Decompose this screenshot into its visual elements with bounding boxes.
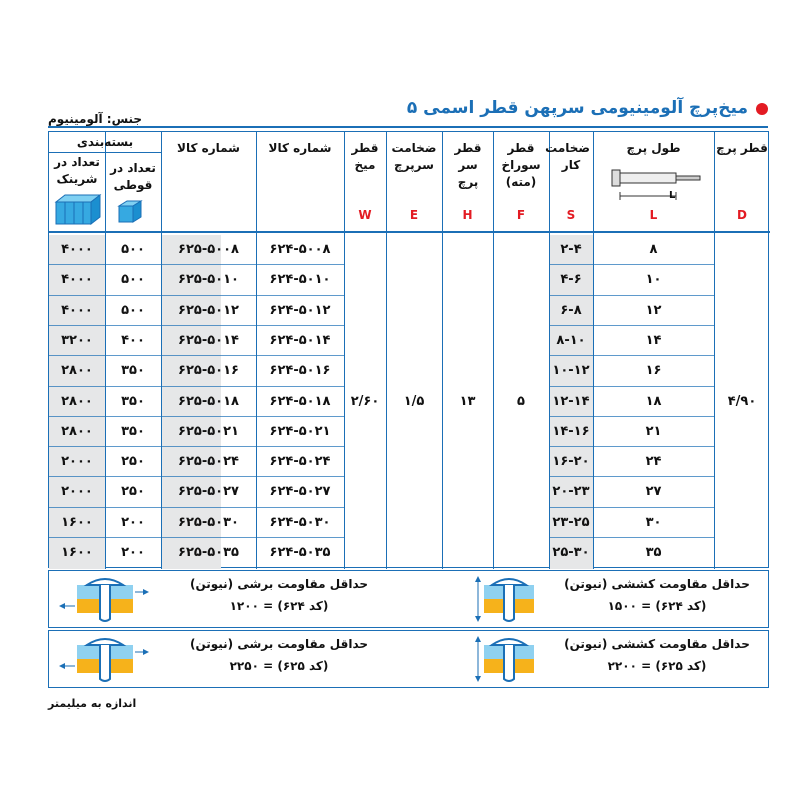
cell-box-qty: ۲۵۰ (121, 484, 145, 500)
cell-l: ۲۷ (645, 484, 662, 500)
col-divider (442, 132, 443, 569)
cell-code-624: ۶۲۴-۵۰۲۷ (269, 484, 331, 500)
header-w: قطر میخ (351, 141, 379, 172)
row-divider (49, 416, 161, 417)
title-row (48, 98, 768, 120)
l-marker: L (669, 190, 676, 201)
cell-shrink-qty: ۱۶۰۰ (61, 545, 93, 560)
row-divider (549, 476, 593, 477)
material-label: جنس: آلومینیوم (48, 112, 143, 126)
header-f: قطر سوراخ (مته) (501, 141, 541, 189)
row-divider (549, 386, 593, 387)
cell-shrink-qty: ۴۰۰۰ (61, 302, 93, 318)
col-divider (344, 132, 345, 569)
row-divider (593, 355, 714, 356)
row-divider (49, 476, 161, 477)
header-code-625: شماره کالا (177, 141, 240, 155)
cell-l: ۱۶ (645, 363, 662, 379)
row-divider (549, 507, 593, 508)
cell-box-qty: ۵۰۰ (121, 242, 145, 257)
row-divider (593, 416, 714, 417)
cell-code-624: ۶۲۴-۵۰۱۴ (269, 332, 331, 348)
row-divider (49, 386, 161, 387)
cell-box-qty: ۲۰۰ (121, 514, 145, 530)
cell-code-624: ۶۲۴-۵۰۳۰ (269, 514, 331, 530)
col-divider (493, 132, 494, 569)
row-divider (161, 507, 344, 508)
letter-l: L (649, 208, 658, 222)
header-packaging: بسته‌بندی (76, 135, 134, 149)
cell-box-qty: ۵۰۰ (121, 272, 145, 288)
box-icon (115, 198, 145, 224)
cell-shrink-qty: ۴۰۰۰ (61, 272, 93, 288)
row-divider (161, 537, 344, 538)
cell-box-qty: ۳۵۰ (121, 393, 145, 409)
cell-code-624: ۶۲۴-۵۰۲۴ (269, 454, 331, 470)
row-divider (549, 264, 593, 265)
cell-box-qty: ۳۵۰ (121, 423, 145, 439)
cell-l: ۲۴ (645, 454, 662, 470)
cell-code-625: ۶۲۵-۵۰۱۴ (178, 332, 239, 348)
cell-code-624: ۶۲۴-۵۰۰۸ (269, 242, 331, 257)
cell-code-625: ۶۲۵-۵۰۲۷ (178, 484, 239, 500)
col-divider (386, 132, 387, 569)
tensile-label: حداقل مقاومت کششی (نیوتن) (564, 637, 750, 651)
cell-code-625: ۶۲۵-۵۰۱۲ (178, 302, 239, 318)
row-divider (161, 325, 344, 326)
shear-value-625: (کد ۶۲۵) = ۲۲۵۰ (229, 659, 329, 673)
row-divider (593, 476, 714, 477)
shear-label: حداقل مقاومت برشی (نیوتن) (189, 577, 369, 591)
cell-shrink-qty: ۲۸۰۰ (61, 393, 93, 409)
row-divider (161, 446, 344, 447)
row-divider (161, 386, 344, 387)
cell-l: ۱۴ (645, 332, 662, 348)
cell-l: ۸ (649, 242, 658, 257)
page-title: میخ‌پرچ آلومینیومی سرپهن قطر اسمی ۵ (406, 98, 748, 118)
cell-s: ۲۳-۲۵ (552, 514, 590, 530)
cell-code-625: ۶۲۵-۵۰۲۴ (178, 454, 239, 470)
cell-code-625: ۶۲۵-۵۰۱۰ (178, 272, 239, 288)
cell-code-625: ۶۲۵-۵۰۱۶ (178, 363, 239, 379)
units-footnote: اندازه به میلیمتر (48, 697, 137, 710)
row-divider (549, 416, 593, 417)
letter-h: H (462, 208, 473, 222)
row-divider (593, 386, 714, 387)
cell-s: ۶-۸ (560, 302, 582, 318)
header-box-qty: تعداد در قوطی (110, 161, 156, 192)
cell-l: ۳۵ (645, 545, 662, 560)
packaging-divider (49, 152, 161, 153)
cell-shrink-qty: ۳۲۰۰ (61, 332, 93, 348)
row-divider (49, 507, 161, 508)
cell-shrink-qty: ۲۸۰۰ (61, 423, 93, 439)
cell-shrink-qty: ۲۸۰۰ (61, 363, 93, 379)
cell-box-qty: ۵۰۰ (121, 302, 145, 318)
row-divider (161, 295, 344, 296)
header-e: ضخامت سرپرچ (391, 141, 437, 172)
row-divider (161, 355, 344, 356)
cell-code-624: ۶۲۴-۵۰۳۵ (269, 545, 331, 560)
row-divider (161, 416, 344, 417)
row-divider (549, 446, 593, 447)
header-l: طول پرچ (626, 141, 681, 155)
header-bottom-line (49, 231, 770, 233)
rivet-tensile-icon (474, 633, 544, 689)
spec-table (48, 131, 769, 568)
cell-code-625: ۶۲۵-۵۰۲۱ (178, 423, 239, 439)
rivet-icon (604, 160, 704, 206)
tensile-value-625: (کد ۶۲۵) = ۲۲۰۰ (607, 659, 707, 673)
title-underline (48, 126, 768, 128)
letter-w: W (358, 208, 372, 222)
cell-l: ۱۲ (645, 302, 662, 318)
cell-code-624: ۶۲۴-۵۰۱۸ (269, 393, 331, 409)
cell-s: ۱۲-۱۴ (552, 393, 590, 409)
row-divider (49, 264, 161, 265)
rivet-shear-icon (59, 633, 149, 689)
cell-box-qty: ۳۵۰ (121, 363, 145, 379)
rivet-shear-icon (59, 573, 149, 629)
row-divider (593, 325, 714, 326)
cell-s: ۲۰-۲۳ (552, 484, 590, 500)
cell-l: ۳۰ (645, 514, 662, 530)
row-divider (549, 325, 593, 326)
row-divider (161, 476, 344, 477)
cell-box-qty: ۴۰۰ (121, 332, 145, 348)
cell-s: ۱۴-۱۶ (552, 423, 590, 439)
bullet-dot-icon (756, 103, 768, 115)
letter-e: E (409, 208, 419, 222)
cell-code-625: ۶۲۵-۵۰۰۸ (178, 242, 239, 257)
value-w: ۲/۶۰ (350, 394, 380, 409)
cell-code-624: ۶۲۴-۵۰۱۰ (269, 272, 331, 288)
header-s: ضخامت کار (545, 141, 590, 172)
row-divider (49, 295, 161, 296)
cell-code-624: ۶۲۴-۵۰۲۱ (269, 423, 331, 439)
cell-s: ۱۶-۲۰ (552, 454, 590, 470)
row-divider (161, 264, 344, 265)
cell-s: ۲-۴ (560, 242, 582, 257)
cell-code-624: ۶۲۴-۵۰۱۲ (269, 302, 331, 318)
header-code-624: شماره کالا (268, 141, 332, 155)
row-divider (549, 537, 593, 538)
cell-shrink-qty: ۴۰۰۰ (61, 242, 93, 257)
strength-box-625 (48, 630, 769, 688)
row-divider (593, 537, 714, 538)
cell-shrink-qty: ۱۶۰۰ (61, 514, 93, 530)
letter-f: F (516, 208, 526, 222)
cell-s: ۲۵-۳۰ (552, 545, 590, 560)
row-divider (549, 355, 593, 356)
row-divider (593, 446, 714, 447)
row-divider (593, 507, 714, 508)
letter-d: D (737, 208, 747, 222)
row-divider (49, 537, 161, 538)
value-d: ۴/۹۰ (727, 394, 757, 409)
rivet-tensile-icon (474, 573, 544, 629)
cell-l: ۲۱ (645, 423, 662, 439)
shear-value-624: (کد ۶۲۴) = ۱۲۰۰ (229, 599, 329, 613)
strength-box-624 (48, 570, 769, 628)
header-h: قطر سر پرچ (454, 141, 482, 189)
header-shrink-qty: تعداد در شرینک (54, 155, 100, 186)
cell-s: ۸-۱۰ (556, 332, 586, 348)
tensile-label: حداقل مقاومت کششی (نیوتن) (564, 577, 750, 591)
row-divider (549, 295, 593, 296)
shrink-pack-icon (53, 192, 103, 226)
value-h: ۱۳ (459, 394, 476, 409)
row-divider (49, 355, 161, 356)
tensile-value-624: (کد ۶۲۴) = ۱۵۰۰ (607, 599, 707, 613)
cell-code-625: ۶۲۵-۵۰۳۵ (178, 545, 239, 560)
header-d: قطر پرچ (716, 141, 768, 155)
cell-shrink-qty: ۲۰۰۰ (61, 454, 93, 470)
value-f: ۵ (517, 394, 525, 409)
cell-code-625: ۶۲۵-۵۰۱۸ (178, 393, 239, 409)
row-divider (593, 264, 714, 265)
cell-box-qty: ۲۰۰ (121, 545, 145, 560)
row-divider (593, 295, 714, 296)
cell-code-625: ۶۲۵-۵۰۳۰ (178, 514, 239, 530)
value-e: ۱/۵ (403, 394, 425, 409)
cell-code-624: ۶۲۴-۵۰۱۶ (269, 363, 331, 379)
shear-label: حداقل مقاومت برشی (نیوتن) (189, 637, 369, 651)
cell-s: ۴-۶ (560, 272, 582, 288)
col-divider (714, 132, 715, 569)
cell-l: ۱۰ (645, 272, 662, 288)
cell-box-qty: ۲۵۰ (121, 454, 145, 470)
cell-s: ۱۰-۱۲ (552, 363, 590, 379)
row-divider (49, 325, 161, 326)
letter-s: S (566, 208, 576, 222)
cell-l: ۱۸ (645, 393, 662, 409)
cell-shrink-qty: ۲۰۰۰ (61, 484, 93, 500)
row-divider (49, 446, 161, 447)
